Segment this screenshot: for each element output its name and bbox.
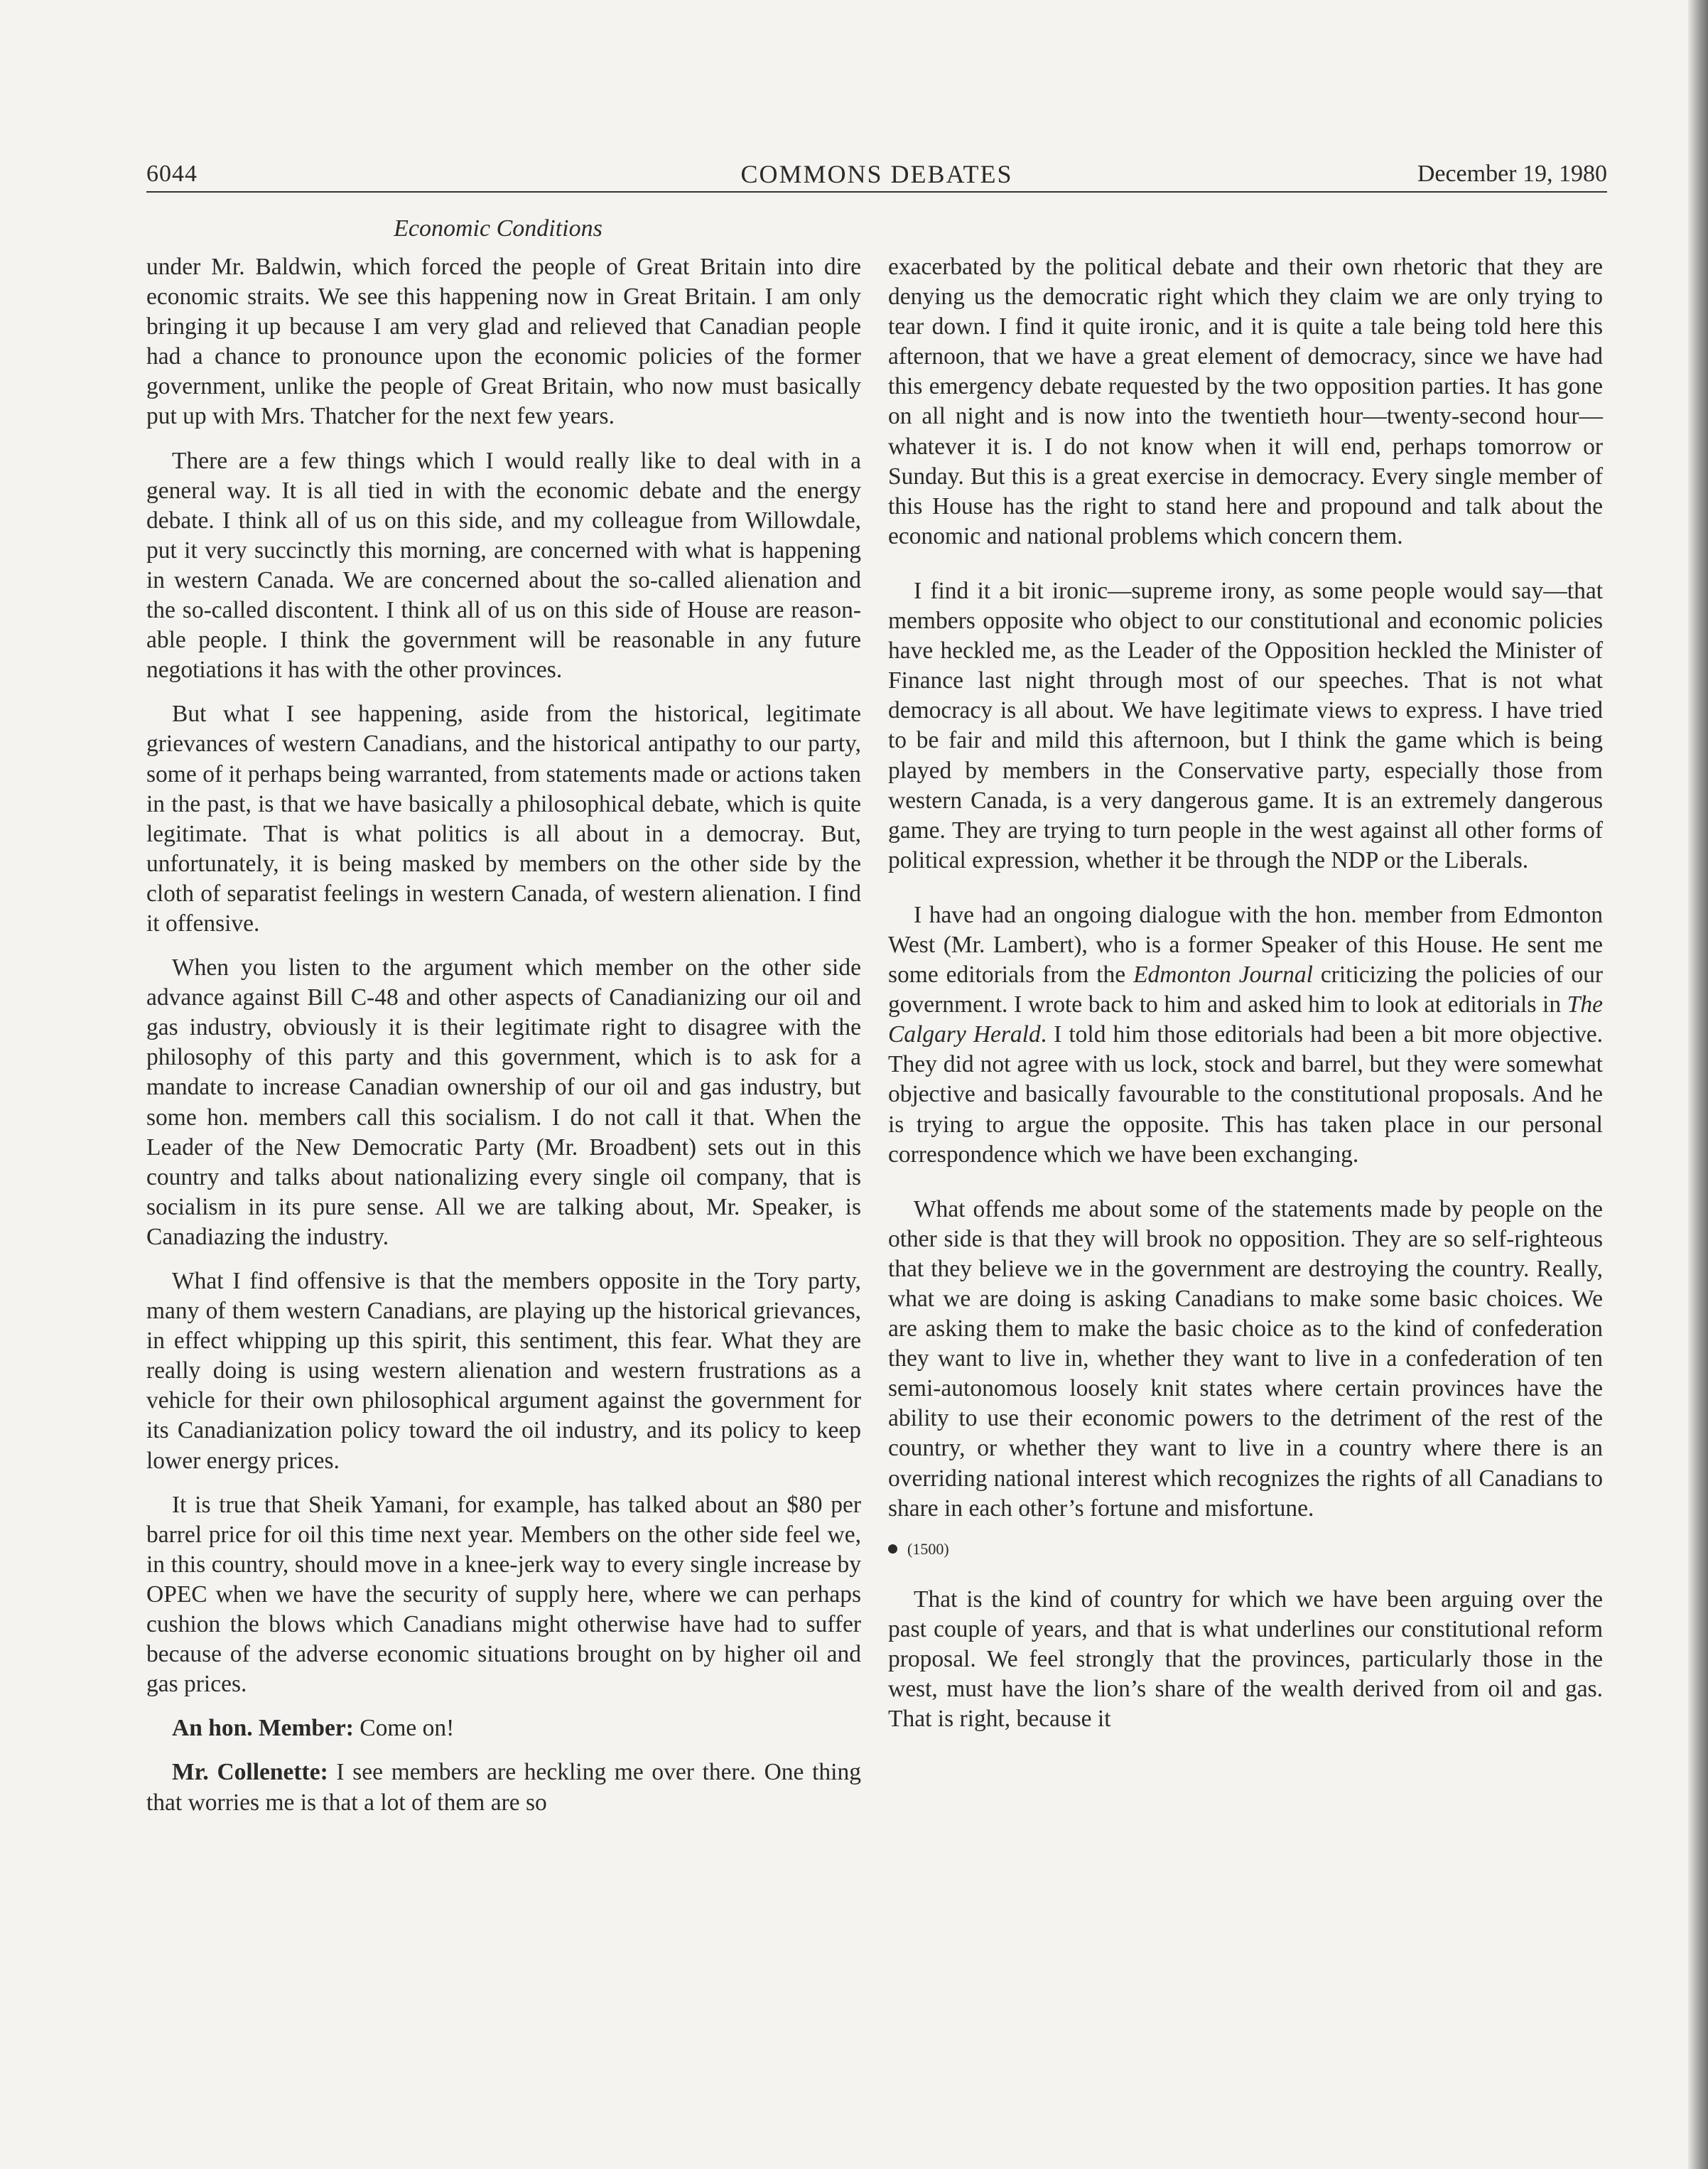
speech (146, 1758, 861, 1817)
paragraph: But what I see happening, aside from the historical, legitimate grievances of western Canadians, and the historical antipathy to our party, some of it perhaps being warranted, from statements made or actions taken in the past, is that we have basically a philosophical debate, which is quite legitimate. That is what politics is all about in a democray. But, unfortunately, it is being masked by members on the other side by the cloth of separatist feelings in western Canada, of western alienation. I find it offensive. (146, 701, 861, 937)
publication-title: COMMONS DEBATES (740, 160, 1013, 188)
text-run: . I told him those editorials had been a bit more objective. They did not agree with us lock, stock and barrel, but they were somewhat objective and basically favourable to the constitutional proposals. And he is trying to argue the opposite. This has taken place in our personal correspondence which we have been exchanging. (888, 1021, 1603, 1168)
header-rule (146, 191, 1607, 193)
paragraph: That is the kind of country for which we have been arguing over the past couple of years, and that is what underlines our constitutional reform proposal. We feel strongly that the provinces, particularly those in the west, must have the lion’s share of the wealth derived from oil and gas. That is right, because it (888, 1586, 1603, 1733)
paragraph: When you listen to the argument which member on the other side advance against Bill C-48 and other aspects of Canadianizing our oil and gas industry, obviously it is their legitimate right to disagree with the philosophy of this party and this government, which is to ask for a mandate to increase Canadian ownership of our oil and gas industry, but some hon. members call this socialism. I do not call it that. When the Leader of the New Democratic Party (Mr. Broadbent) sets out in this country and talks about nationalizing every single oil company, that is socialism in its pure sense. All we are talking about, Mr. Speaker, is Canadiazing the industry. (146, 954, 861, 1250)
text-run: I have had an ongoing dialogue with the hon. member from Edmonton West (Mr. Lambert), who is a former Speaker of this House. He sent me some editorials from the (888, 901, 1603, 989)
scan-edge (1688, 0, 1708, 2169)
paragraph: I find it a bit ironic—supreme irony, as some people would say—that members opposite who object to our constitutional and economic policies have heckled me, as the Leader of the Opposition heckled the Minister of Finance last night through most of our speeches. That is not what democracy is all about. We have legitimate views to express. I have tried to be fair and mild this afternoon, but I think the game which is being played by members in the Conservative party, especially those from western Canada, is a very dangerous game. It is an extremely dangerous game. They are trying to turn people in the west against all other forms of political expression, whether it be through the NDP or the Liberals. (888, 577, 1603, 873)
paragraph: What I find offensive is that the members opposite in the Tory party, many of them western Canadians, are playing up the historical grievances, in effect whipping up this spirit, this sentiment, this fear. What they are really doing is using western alienation and western frustrations as a vehicle for their own philosophical argument against the government for its Canadianization policy toward the oil industry, and its policy to keep lower energy prices. (146, 1268, 861, 1474)
page-header (146, 158, 1607, 190)
paragraph: It is true that Sheik Yamani, for example, has talked about an $80 per barrel price for oil this time next year. Members on the other side feel we, in this country, should move in a knee-jerk way to every single increase by OPEC when we have the security of supply here, where we can perhaps cushion the blows which Canadians might otherwise have had to suffer because of the adverse economic situations brought on by higher oil and gas prices. (146, 1491, 861, 1698)
paragraph: There are a few things which I would really like to deal with in a general way. It is all tied in with the economic debate and the energy debate. I think all of us on this side, and my colleague from Willowdale, put it very succinctly this morning, are concerned with what is happening in western Canada. We are concerned about the so-called alienation and the so-called discontent. I think all of us on this side of House are reasonable people. I think the government will be reasonable in any future negotiations it has with the other provinces. (146, 447, 861, 684)
text-run: criticizing the policies of our government. I wrote back to him and asked him to look at editorials in (888, 962, 1603, 1018)
page-date: December 19, 1980 (1417, 161, 1607, 187)
time-marker (888, 1539, 1603, 1559)
right-column (888, 252, 1603, 1748)
speech-text: Come on! (353, 1715, 455, 1742)
time-marker-text: (1500) (907, 1539, 949, 1558)
paragraph: exacerbated by the political debate and their own rhetoric that they are denying us the democratic right which they claim we are only trying to tear down. I find it quite ironic, and it is quite a tale being told here this afternoon, that we have a great element of democracy, since we have had this emergency debate requested by the two opposition parties. It has gone on all night and is now into the twentieth hour—twenty-second hour—whatever it is. I do not know when it will end, perhaps tomorrow or Sunday. But this is a great exercise in democracy. Every single member of this House has the right to stand here and propound and talk about the economic and national problems which concern them. (888, 254, 1603, 549)
speech-text: I see members are heckling me over there. One thing that worries me is that a lot of them are so (146, 1759, 861, 1816)
speaker-name: An hon. Member: (172, 1715, 354, 1742)
speaker-name: Mr. Collenette: (172, 1759, 328, 1786)
left-column (146, 252, 861, 1832)
publication-name: Edmonton Journal (1133, 962, 1313, 989)
bullet-icon (888, 1544, 897, 1554)
subject-heading: Economic Conditions (394, 215, 602, 242)
page-number: 6044 (146, 161, 198, 187)
paragraph (888, 900, 1603, 1170)
speech-interjection (146, 1713, 861, 1743)
paragraph: under Mr. Baldwin, which forced the people of Great Britain into dire economic straits. We see this happening now in Great Britain. I am only bringing it up because I am very glad and relieved that Canadian people had a chance to pronounce upon the economic policies of the former government, unlike the people of Great Britain, who now must basically put up with Mrs. Thatcher for the next few years. (146, 254, 861, 430)
publication-name: The Calgary Herald (888, 991, 1603, 1048)
paragraph: What offends me about some of the statements made by people on the other side is that they will brook no opposition. They are so self-righteous that they believe we in the government are destroying the country. Really, what we are doing is asking Canadians to make some basic choices. We are asking them to make the basic choice as to the kind of confederation they want to live in, whether they want to live in a confederation of ten semi-autonomous loosely knit states where certain provinces have the ability to use their economic powers to the detriment of the rest of the country, or whether they want to live in a country where there is an overriding national interest which recognizes the rights of all Canadians to share in each other’s fortune and misfortune. (888, 1195, 1603, 1522)
